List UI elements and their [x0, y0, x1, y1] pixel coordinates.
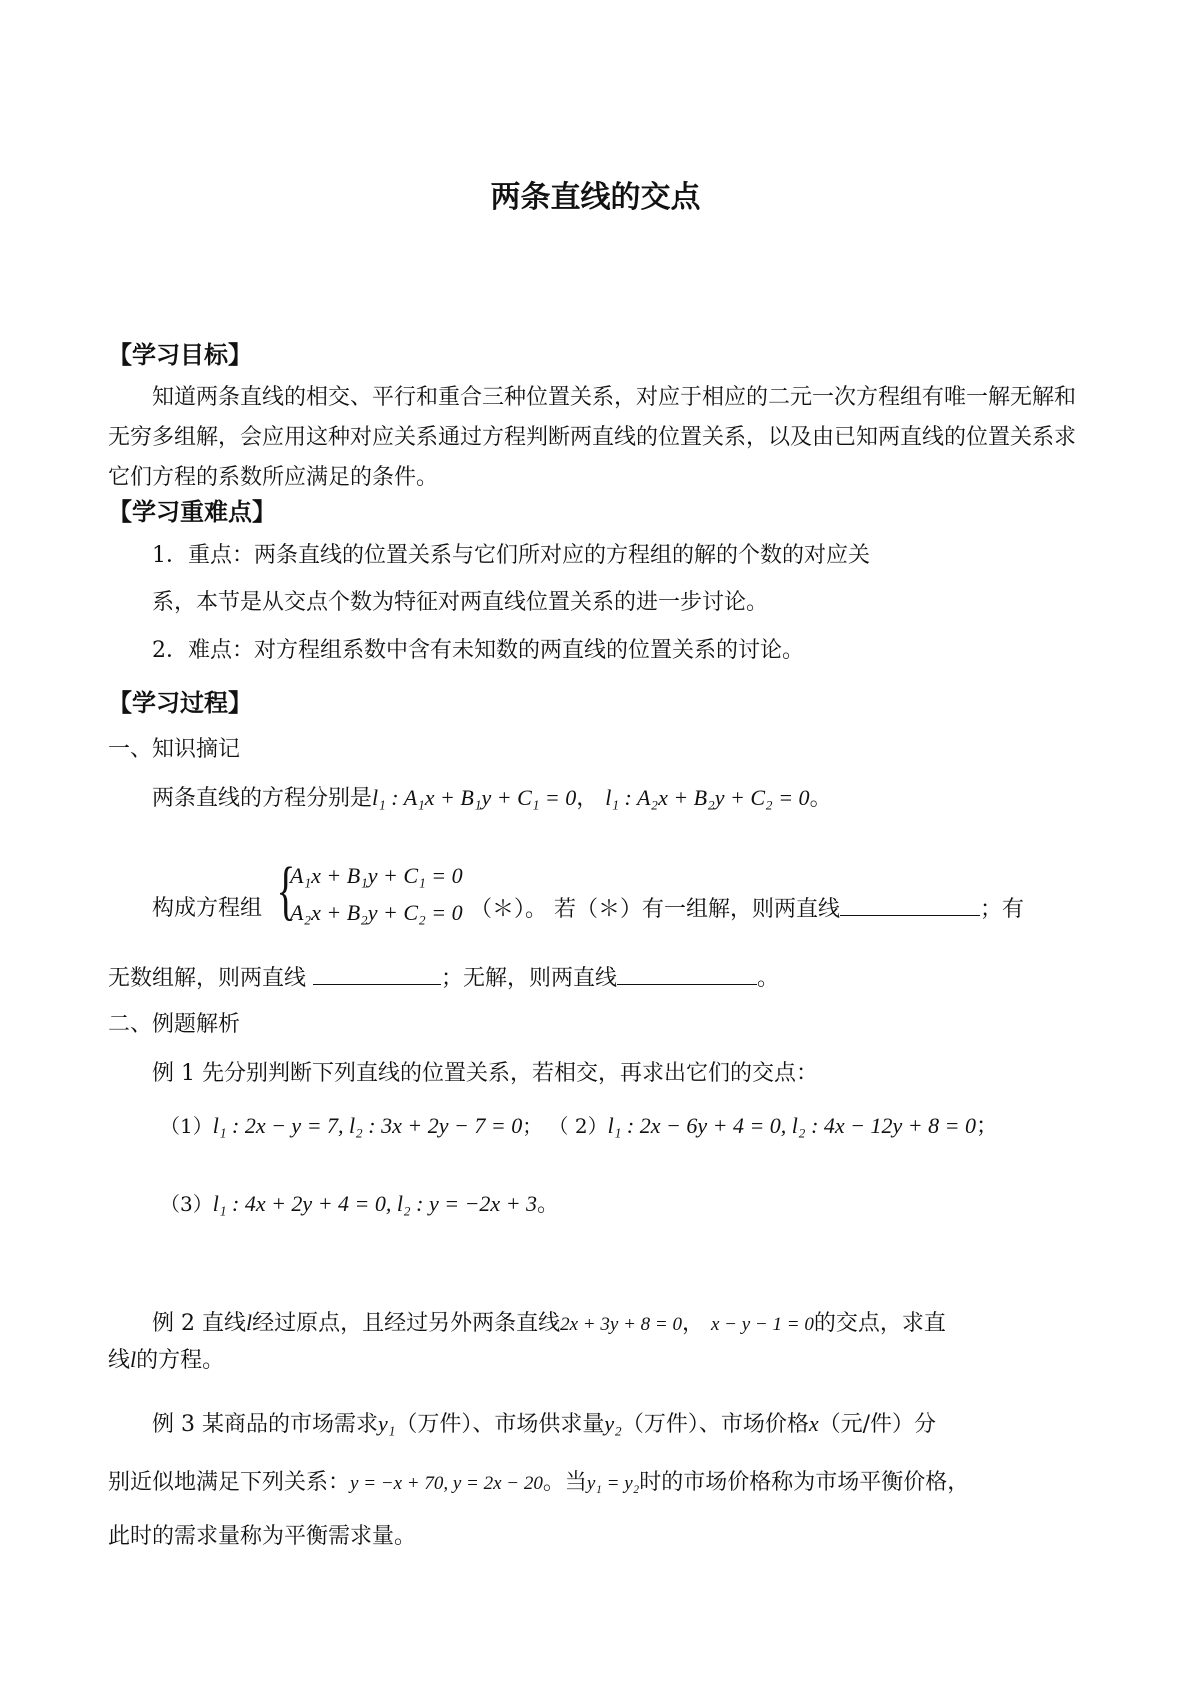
ex2-line2-a: 线 — [108, 1348, 131, 1373]
eq-l1: l₁ : A₁x + B₁y + C₁ = 0 — [372, 785, 577, 810]
key-points-heading: 【学习重难点】 — [108, 497, 276, 526]
example3-line2 — [108, 1467, 969, 1500]
ex3-cond: y₁ = y₂ — [586, 1473, 640, 1494]
ex2-b: 经过原点，且经过另外两条直线 — [252, 1311, 561, 1336]
system-text1: （＊）。 若（＊）有一组解，则两直线 — [470, 897, 840, 922]
line3-a: 无数组解，则两直线 — [108, 966, 307, 991]
system-text — [470, 893, 1024, 926]
ex2-l-2: l — [130, 1347, 137, 1372]
blank-infinite-solutions — [313, 962, 441, 985]
eq-sep: ， — [576, 786, 599, 811]
ex3-c: （万件）、市场价格 — [621, 1412, 809, 1437]
ex3-d: （元/件）分 — [818, 1412, 937, 1437]
line3-c: 。 — [757, 966, 780, 991]
ex1-p2: l₁ : 2x − 6y + 4 = 0, l₂ : 4x − 12y + 8 = 0 — [607, 1113, 976, 1138]
process-heading: 【学习过程】 — [108, 688, 252, 717]
ex1-p1: l₁ : 2x − y = 7, l₂ : 3x + 2y − 7 = 0 — [212, 1113, 523, 1138]
key-point-1-line2: 系，本节是从交点个数为特征对两直线位置关系的进一步讨论。 — [152, 590, 769, 615]
ex3-line2-c: 时的市场价格称为市场平衡价格， — [639, 1470, 970, 1495]
ex1-p1-label: （1） — [160, 1114, 213, 1138]
ex2-c: 的交点，求直 — [813, 1311, 946, 1336]
eq-intro: 两条直线的方程分别是 — [152, 786, 373, 811]
example3-line3: 此时的需求量称为平衡需求量。 — [108, 1524, 417, 1549]
ex2-eq2: x − y − 1 = 0 — [710, 1314, 814, 1335]
eq-l2: l₁ : A₂x + B₂y + C₂ = 0 — [605, 785, 810, 810]
ex2-sep: ， — [681, 1311, 704, 1336]
blank-no-solution — [617, 962, 757, 985]
part2-title: 二、例题解析 — [108, 1012, 241, 1037]
system-label: 构成方程组 — [152, 896, 263, 921]
ex3-x: x — [808, 1411, 819, 1436]
blank-one-solution — [840, 893, 980, 916]
system-eq2: A₂x + B₂y + C₂ = 0 — [290, 900, 463, 925]
ex3-y1: y₁ — [377, 1411, 396, 1436]
line3-b: ；无解，则两直线 — [441, 966, 618, 991]
ex3-line2-b: 。当 — [542, 1470, 587, 1495]
part1-title: 一、知识摘记 — [108, 737, 241, 762]
ex2-line2-b: 的方程。 — [136, 1348, 225, 1373]
ex3-a: 例 3 某商品的市场需求 — [152, 1412, 378, 1437]
ex3-b: （万件）、市场供求量 — [395, 1412, 605, 1437]
equation-line — [152, 782, 832, 815]
key-point-2: 2．难点：对方程组系数中含有未知数的两直线的位置关系的讨论。 — [152, 638, 804, 663]
system-eq1: A₁x + B₁y + C₁ = 0 — [290, 863, 463, 888]
ex1-p1-sep: ； （ 2） — [522, 1114, 608, 1138]
ex2-l: l — [245, 1310, 253, 1335]
ex1-p3-label: （3） — [160, 1192, 213, 1216]
example3-line1 — [152, 1408, 936, 1441]
ex3-y2: y₂ — [604, 1411, 622, 1436]
eq-end: 。 — [809, 786, 832, 811]
ex1-p3: l₁ : 4x + 2y + 4 = 0, l₂ : y = −2x + 3 — [212, 1191, 538, 1216]
example1-problem-3 — [160, 1188, 559, 1221]
ex3-line2-a: 别近似地满足下列关系： — [108, 1470, 351, 1495]
system-text2: ；有 — [980, 897, 1025, 922]
objectives-heading: 【学习目标】 — [108, 340, 252, 369]
example2-line1 — [152, 1307, 946, 1341]
ex3-eq: y = −x + 70, y = 2x − 20 — [350, 1473, 543, 1494]
ex1-p2-end: ； — [975, 1114, 998, 1139]
solutions-line — [108, 962, 779, 995]
objectives-text: 知道两条直线的相交、平行和重合三种位置关系，对应于相应的二元一次方程组有唯一解无解和无穷多组解，会应用这种对应关系通过方程判断两直线的位置关系，以及由已知两直线的位置关系求它们方程的系数所应满足的条件。 — [108, 385, 1077, 490]
page-title: 两条直线的交点 — [490, 180, 701, 215]
ex1-p3-end: 。 — [537, 1192, 560, 1217]
example1-problems-1-2 — [160, 1110, 998, 1143]
example1-intro: 例 1 先分别判断下列直线的位置关系，若相交，再求出它们的交点： — [152, 1061, 818, 1086]
key-point-1-line1: 1．重点：两条直线的位置关系与它们所对应的方程组的解的个数的对应关 — [152, 543, 870, 568]
ex2-eq1: 2x + 3y + 8 = 0 — [560, 1314, 682, 1335]
example2-line2 — [108, 1344, 224, 1377]
system-brace: { — [276, 854, 296, 927]
ex2-a: 例 2 直线 — [152, 1311, 246, 1336]
